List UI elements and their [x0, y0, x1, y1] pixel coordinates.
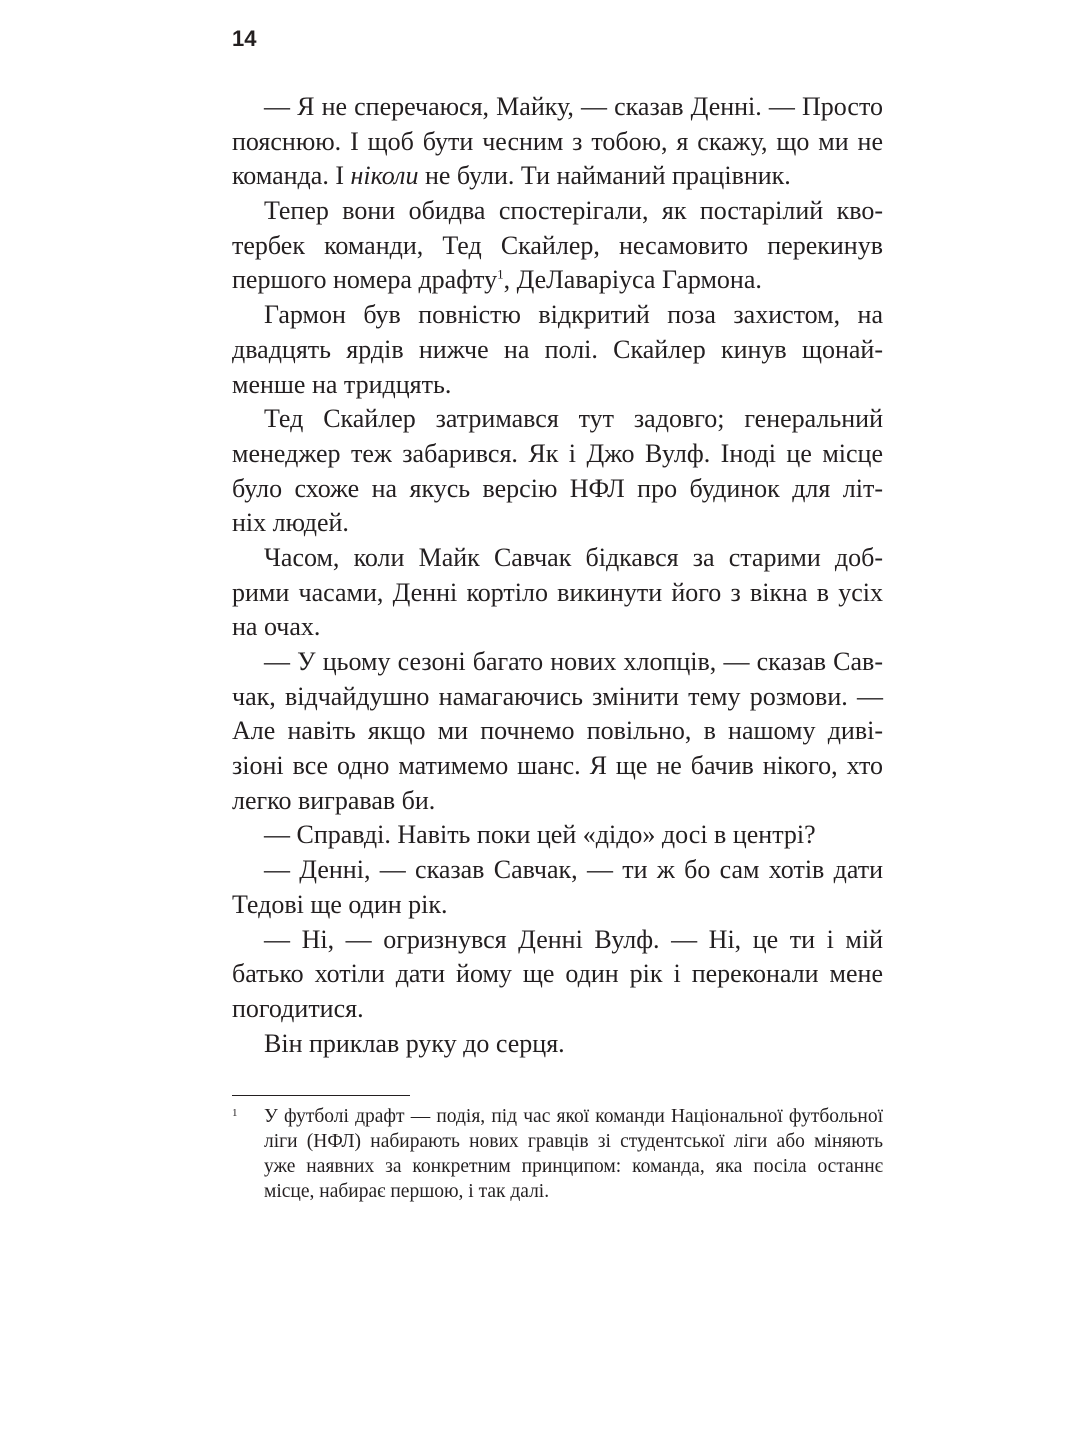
text-line: [232, 159, 883, 194]
text-line: Гармон був повністю відкритий поза захистом, на: [264, 300, 883, 330]
text-line: — Ні, — огризнувся Денні Вулф. — Ні, це ти і мій: [264, 924, 883, 954]
text-line: легко вигравав би.: [232, 785, 436, 815]
text-segment: не були. Ти найманий працівник.: [418, 161, 791, 191]
text-line: чак, відчайдушно намагаючись змінити тему розмови. —: [232, 681, 883, 711]
text-line: ніх людей.: [232, 508, 349, 538]
page-number: 14: [232, 26, 257, 51]
text-line: Часом, коли Майк Савчак бідкався за старими доб-: [264, 542, 883, 572]
footnote-line: місце, набирає першою, і так далі.: [264, 1181, 550, 1202]
text-line: — Справді. Навіть поки цей «дідо» досі в центрі?: [264, 820, 816, 850]
text-line: Тепер вони обидва спостерігали, як постарілий кво-: [264, 196, 883, 226]
footnote-line: У футболі драфт — подія, під час якої команди Національної футбольної: [264, 1106, 883, 1127]
text-line: було схоже на якусь версію НФЛ про будинок для літ-: [232, 473, 883, 503]
text-line: батько хотіли дати йому ще один рік і переконали мене: [232, 959, 883, 989]
text-line: Він приклав руку до серця.: [264, 1028, 565, 1058]
text-line: менше на тридцять.: [232, 369, 452, 399]
text-line: Тед Скайлер затримався тут задовго; генеральний: [264, 404, 883, 434]
text-segment: першого номера драфту: [232, 265, 498, 295]
text-line: — Я не сперечаюся, Майку, — сказав Денні. — Просто: [264, 92, 883, 121]
text-line: на очах.: [232, 612, 321, 642]
text-line: рими часами, Денні кортіло викинути його з вікна в усіх: [232, 577, 883, 607]
footnote-marker: 1: [232, 1107, 238, 1119]
text-line: [232, 263, 883, 298]
body-text: [232, 90, 883, 1061]
footnote-reference[interactable]: 1: [497, 266, 504, 282]
text-line: — У цьому сезоні багато нових хлопців, — сказав Сав-: [264, 647, 883, 676]
footnote-line: уже наявних за конкретним принципом: команда, яка посіла останнє: [264, 1156, 883, 1177]
footnote-separator: [232, 1095, 410, 1096]
footnote-line: ліги (НФЛ) набирають нових гравців зі студентської ліги або міняють: [264, 1131, 883, 1152]
text-line: погодитися.: [232, 993, 364, 1023]
footnote: [232, 1104, 883, 1204]
text-segment: , ДеЛаваріуса Гармона.: [503, 265, 762, 295]
text-line: Але навіть якщо ми почнемо повільно, в нашому диві-: [232, 716, 883, 746]
text-segment: команда. І: [232, 161, 351, 191]
text-line: Тедові ще один рік.: [232, 889, 448, 919]
text-line: менеджер теж забарився. Як і Джо Вулф. Іноді це місце: [232, 438, 883, 468]
text-line: зіоні все одно матимемо шанс. Я ще не бачив нікого, хто: [232, 751, 883, 781]
text-line: пояснюю. І щоб бути чесним з тобою, я скажу, що ми не: [232, 126, 883, 156]
text-line: — Денні, — сказав Савчак, — ти ж бо сам хотів дати: [264, 855, 883, 885]
italic-emphasis: ніколи: [350, 161, 419, 191]
text-line: двадцять ярдів нижче на полі. Скайлер кинув щонай-: [232, 334, 883, 364]
text-line: тербек команди, Тед Скайлер, несамовито перекинув: [232, 230, 883, 260]
